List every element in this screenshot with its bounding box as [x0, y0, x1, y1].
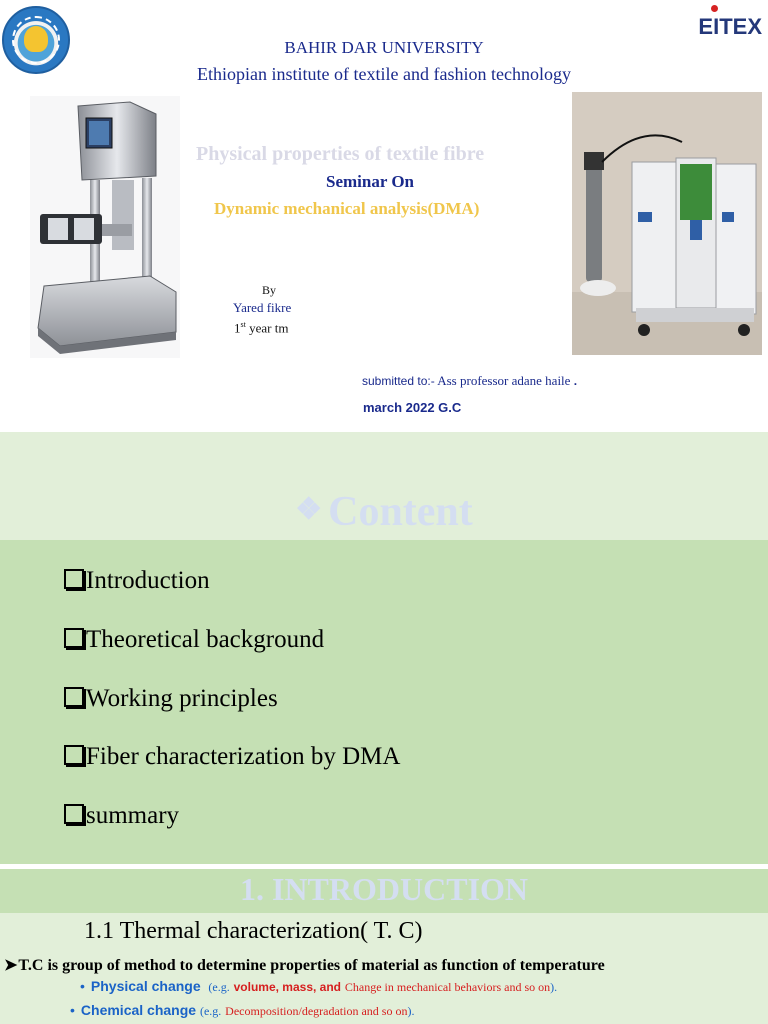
bullet-icon: • [70, 1002, 75, 1018]
checkbox-bullet-icon [64, 569, 84, 589]
author-name: Yared fikre [233, 300, 292, 315]
submission-date: march 2022 G.C [363, 400, 462, 415]
introduction-slide [0, 869, 768, 1024]
institute-name: Ethiopian institute of textile and fashion technology [197, 64, 571, 84]
arrow-bullet-icon: ➤ [4, 957, 18, 974]
chemical-change-item: • Chemical change (e.g. Decomposition/degradation and so on). [70, 1002, 415, 1018]
dma-machine-image [30, 96, 180, 358]
list-item: Working principles [64, 684, 400, 743]
title-slide [0, 0, 768, 432]
author-year: 1st year tm [234, 320, 289, 336]
intro-subtitle: 1.1 Thermal characterization( T. C) [84, 918, 423, 944]
seminar-topic: Dynamic mechanical analysis(DMA) [214, 199, 480, 218]
checkbox-bullet-icon [64, 745, 84, 765]
list-item: summary [64, 801, 400, 860]
content-title: ❖ Content [295, 489, 473, 535]
course-title: Physical properties of textile fibre [196, 143, 485, 165]
bullet-icon: • [80, 978, 85, 994]
intro-title: 1. INTRODUCTION [239, 871, 529, 907]
checkbox-bullet-icon [64, 804, 84, 824]
submitted-to: submitted to:- Ass professor adane haile . [362, 373, 578, 388]
list-item: Fiber characterization by DMA [64, 742, 400, 801]
dma-apparatus-photo [572, 92, 762, 355]
by-label: By [262, 283, 277, 297]
university-name: BAHIR DAR UNIVERSITY [284, 38, 484, 57]
list-item: Introduction [64, 566, 400, 625]
content-slide [0, 432, 768, 864]
list-item: Theoretical background [64, 625, 400, 684]
seminar-label: Seminar On [326, 172, 415, 191]
content-list [64, 566, 400, 860]
eitex-logo: EITEX [698, 14, 762, 40]
diamond-bullet-icon: ❖ [295, 493, 323, 526]
tc-definition: ➤T.C is group of method to determine properties of material as function of temperature [4, 957, 605, 974]
physical-change-item: • Physical change (e.g. volume, mass, and Change in mechanical behaviors and so on). [80, 978, 558, 994]
checkbox-bullet-icon [64, 628, 84, 648]
checkbox-bullet-icon [64, 687, 84, 707]
